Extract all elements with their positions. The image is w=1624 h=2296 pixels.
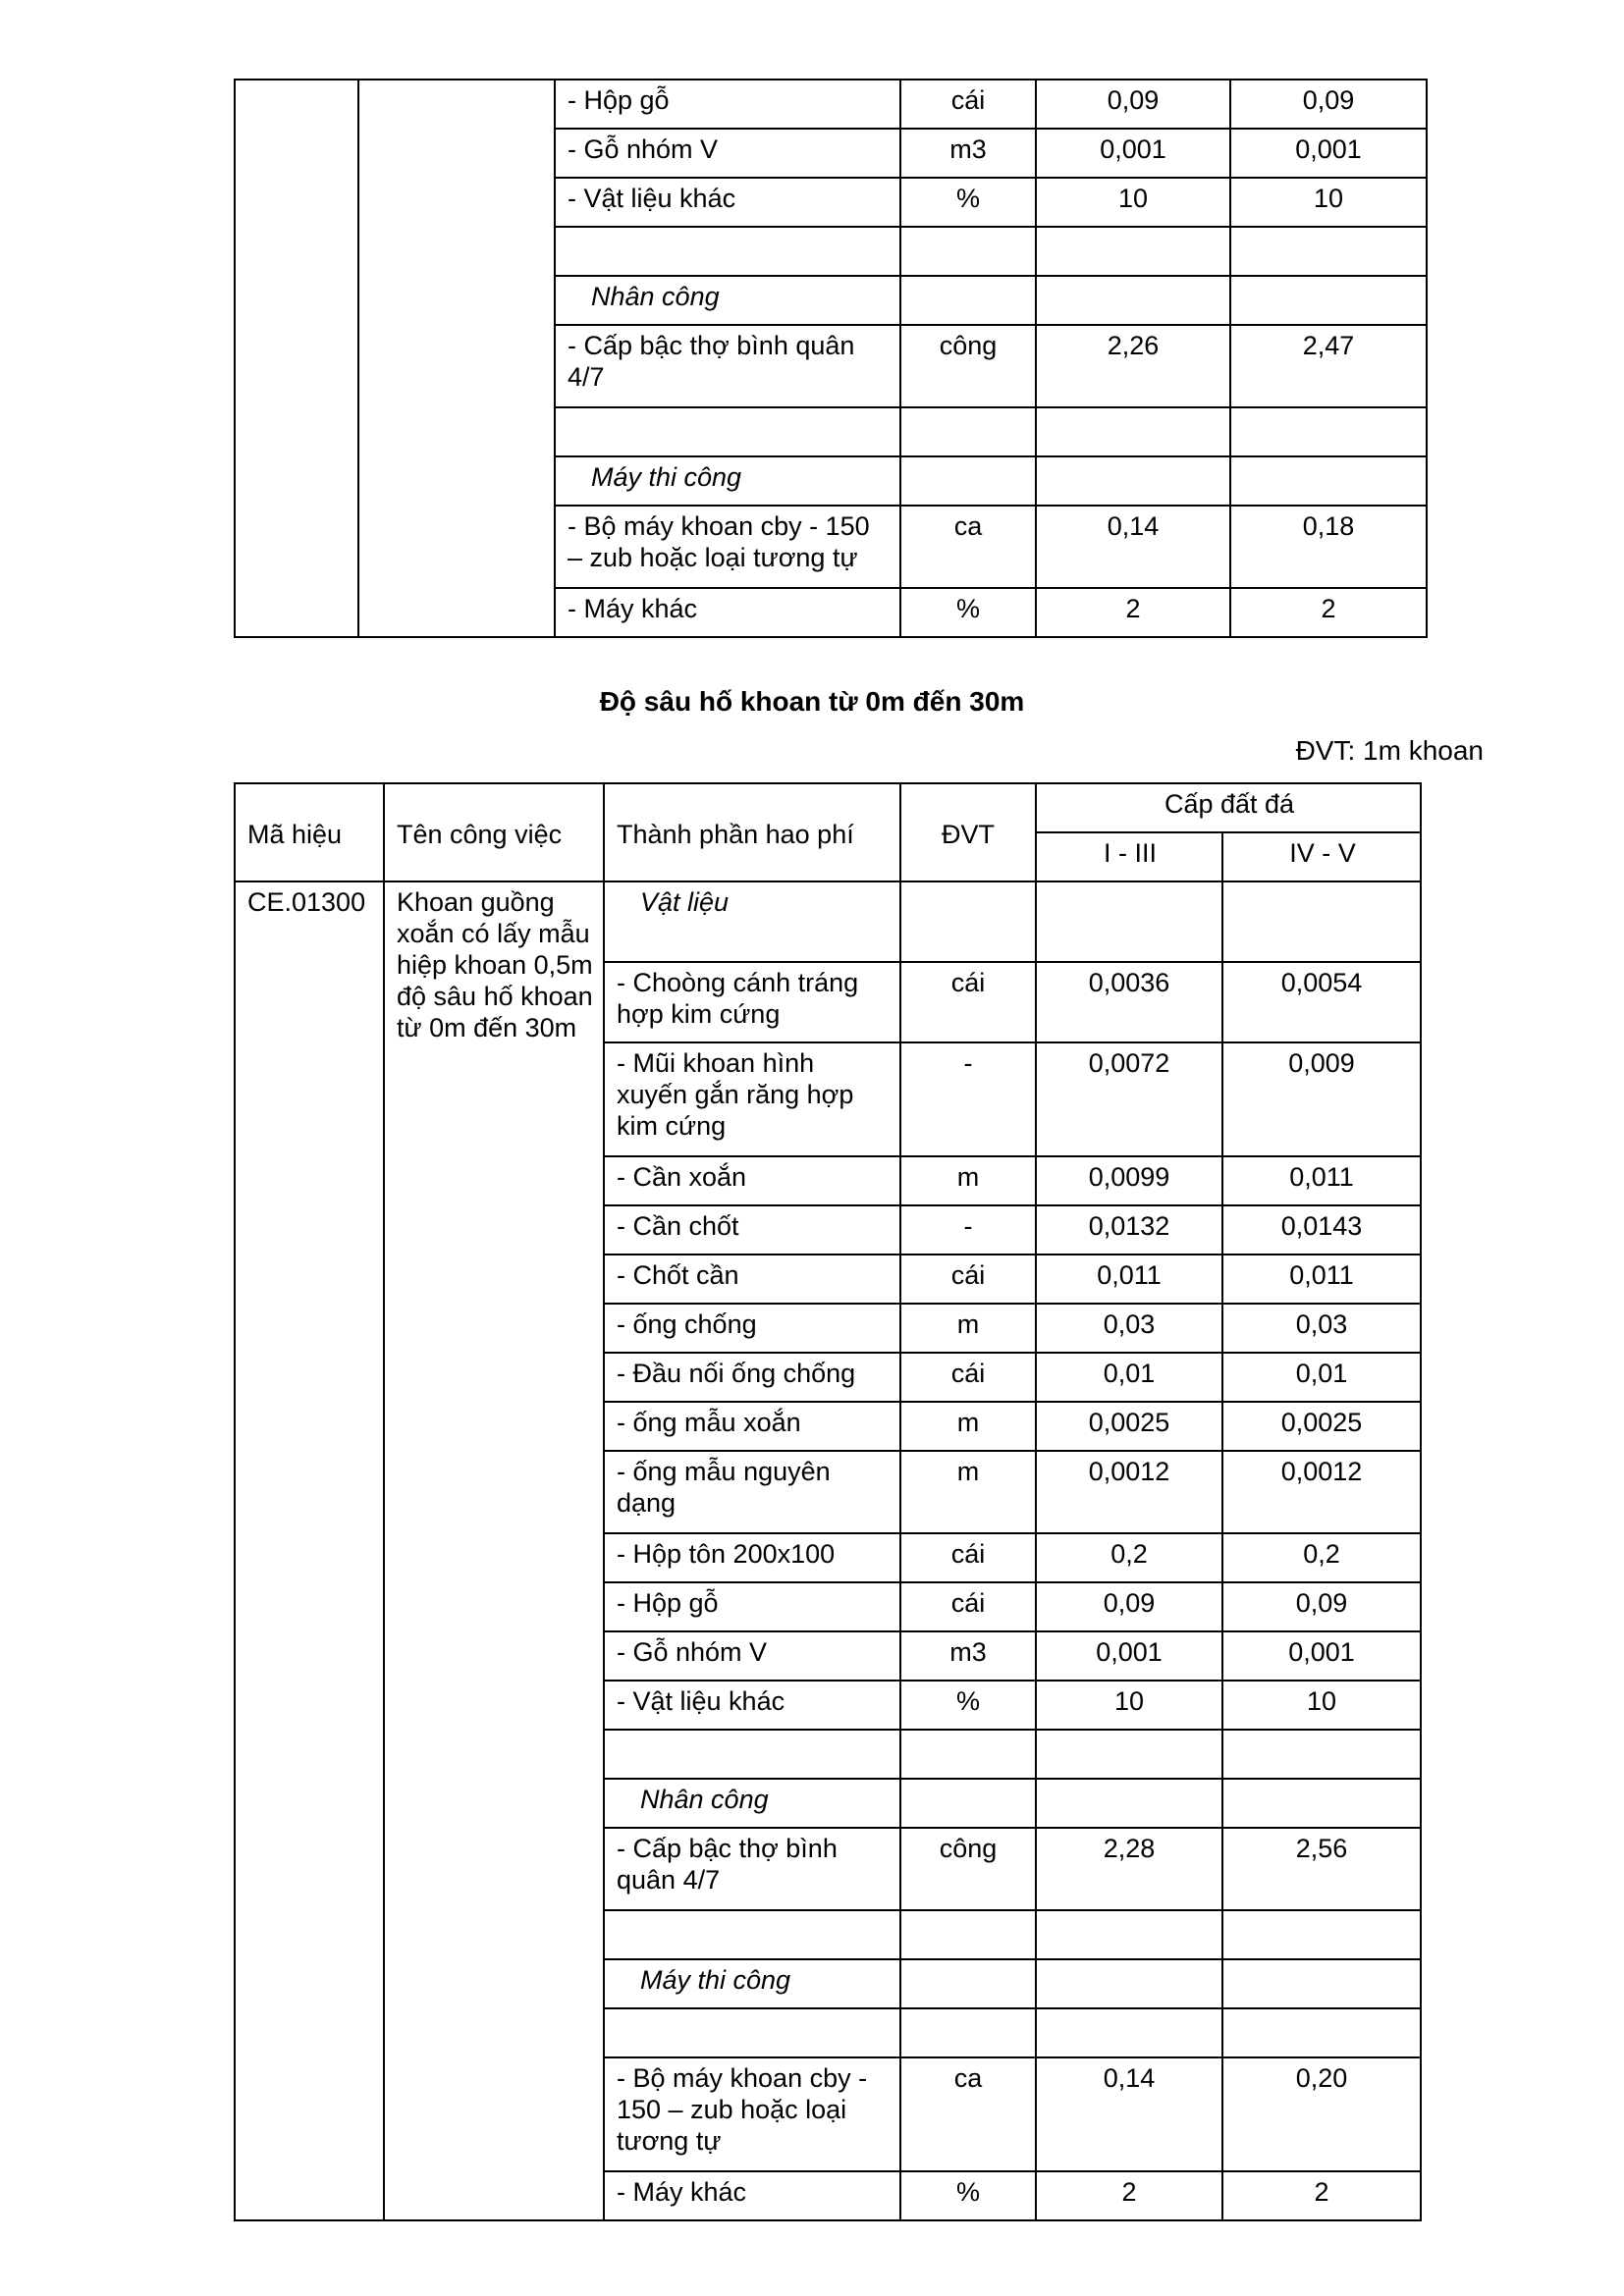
grade-2-value: 0,01 xyxy=(1222,1353,1421,1402)
grade-1-value: 0,0025 xyxy=(1036,1402,1222,1451)
grade-2-value xyxy=(1222,1779,1421,1828)
unit-cell: % xyxy=(900,2171,1036,2220)
component-cell: - Bộ máy khoan cby - 150 – zub hoặc loại tương tự xyxy=(604,2057,900,2171)
unit-cell: - xyxy=(900,1042,1036,1156)
component-cell: - Máy khác xyxy=(555,588,900,637)
component-cell: Nhân công xyxy=(555,276,900,325)
unit-cell: % xyxy=(900,1681,1036,1730)
component-cell: - Cần xoắn xyxy=(604,1156,900,1205)
header-task: Tên công việc xyxy=(384,783,604,881)
component-cell: - ống mẫu xoắn xyxy=(604,1402,900,1451)
unit-cell: m xyxy=(900,1402,1036,1451)
component-cell: - ống chống xyxy=(604,1304,900,1353)
component-cell: - Cấp bậc thợ bình quân 4/7 xyxy=(604,1828,900,1910)
grade-1-value xyxy=(1036,227,1230,276)
unit-cell: cái xyxy=(900,80,1036,129)
unit-cell: cái xyxy=(900,1582,1036,1631)
grade-2-value xyxy=(1230,407,1427,456)
unit-cell xyxy=(900,227,1036,276)
unit-cell: cái xyxy=(900,962,1036,1042)
grade-2-value: 0,011 xyxy=(1222,1255,1421,1304)
grade-1-value: 10 xyxy=(1036,178,1230,227)
component-cell: - Bộ máy khoan cby - 150 – zub hoặc loại tương tự xyxy=(555,506,900,588)
grade-1-value: 2 xyxy=(1036,2171,1222,2220)
header-code: Mã hiệu xyxy=(235,783,384,881)
grade-2-value: 2,47 xyxy=(1230,325,1427,407)
component-cell xyxy=(555,407,900,456)
grade-2-value xyxy=(1230,456,1427,506)
unit-cell xyxy=(900,276,1036,325)
component-cell: Vật liệu xyxy=(604,881,900,962)
component-cell xyxy=(604,1910,900,1959)
unit-note: ĐVT: 1m khoan xyxy=(1295,735,1484,766)
component-cell: - Chốt cần xyxy=(604,1255,900,1304)
grade-1-value: 2,28 xyxy=(1036,1828,1222,1910)
component-cell: - Cấp bậc thợ bình quân 4/7 xyxy=(555,325,900,407)
grade-1-value: 0,14 xyxy=(1036,2057,1222,2171)
task-cell xyxy=(358,80,555,637)
unit-cell: ca xyxy=(900,506,1036,588)
component-cell: - Hộp gỗ xyxy=(555,80,900,129)
grade-1-value: 10 xyxy=(1036,1681,1222,1730)
norm-table xyxy=(234,782,1422,2221)
grade-2-value: 0,001 xyxy=(1230,129,1427,178)
component-cell: - Vật liệu khác xyxy=(604,1681,900,1730)
grade-2-value: 0,0143 xyxy=(1222,1205,1421,1255)
grade-2-value: 2 xyxy=(1230,588,1427,637)
unit-cell: m xyxy=(900,1451,1036,1533)
unit-cell: % xyxy=(900,588,1036,637)
grade-1-value: 0,001 xyxy=(1036,129,1230,178)
grade-2-value: 0,09 xyxy=(1222,1582,1421,1631)
unit-cell: ca xyxy=(900,2057,1036,2171)
component-cell: Nhân công xyxy=(604,1779,900,1828)
component-cell xyxy=(604,2008,900,2057)
component-cell: Máy thi công xyxy=(604,1959,900,2008)
grade-2-value: 0,03 xyxy=(1222,1304,1421,1353)
grade-2-value: 0,20 xyxy=(1222,2057,1421,2171)
component-cell xyxy=(555,227,900,276)
component-cell: Máy thi công xyxy=(555,456,900,506)
unit-cell xyxy=(900,881,1036,962)
table-row xyxy=(235,80,1427,129)
grade-1-value: 0,2 xyxy=(1036,1533,1222,1582)
unit-cell: công xyxy=(900,325,1036,407)
component-cell: - Cần chốt xyxy=(604,1205,900,1255)
grade-2-value: 0,0054 xyxy=(1222,962,1421,1042)
unit-cell: m xyxy=(900,1304,1036,1353)
header-grade-2: IV - V xyxy=(1222,832,1421,881)
grade-1-value xyxy=(1036,407,1230,456)
grade-2-value: 0,09 xyxy=(1230,80,1427,129)
grade-2-value xyxy=(1222,1910,1421,1959)
component-cell: - Choòng cánh tráng hợp kim cứng xyxy=(604,962,900,1042)
unit-cell xyxy=(900,2008,1036,2057)
grade-1-value: 0,0132 xyxy=(1036,1205,1222,1255)
task-cell: Khoan guồng xoắn có lấy mẫu hiệp khoan 0,5m độ sâu hố khoan từ 0m đến 30m xyxy=(384,881,604,2220)
grade-1-value: 0,01 xyxy=(1036,1353,1222,1402)
component-cell: - Gỗ nhóm V xyxy=(604,1631,900,1681)
unit-cell: - xyxy=(900,1205,1036,1255)
grade-2-value: 0,0012 xyxy=(1222,1451,1421,1533)
unit-cell: m xyxy=(900,1156,1036,1205)
unit-cell: công xyxy=(900,1828,1036,1910)
table-row xyxy=(235,881,1421,962)
header-unit: ĐVT xyxy=(900,783,1036,881)
component-cell: - Mũi khoan hình xuyến gắn răng hợp kim cứng xyxy=(604,1042,900,1156)
grade-1-value: 0,14 xyxy=(1036,506,1230,588)
component-cell: - Đầu nối ống chống xyxy=(604,1353,900,1402)
component-cell: - Gỗ nhóm V xyxy=(555,129,900,178)
unit-cell xyxy=(900,1730,1036,1779)
unit-cell: cái xyxy=(900,1353,1036,1402)
code-cell: CE.01300 xyxy=(235,881,384,2220)
grade-1-value xyxy=(1036,2008,1222,2057)
grade-1-value: 2 xyxy=(1036,588,1230,637)
unit-cell xyxy=(900,456,1036,506)
grade-2-value xyxy=(1222,881,1421,962)
grade-2-value: 0,009 xyxy=(1222,1042,1421,1156)
grade-2-value xyxy=(1222,2008,1421,2057)
grade-1-value xyxy=(1036,1779,1222,1828)
grade-2-value: 2 xyxy=(1222,2171,1421,2220)
grade-1-value: 0,09 xyxy=(1036,1582,1222,1631)
unit-cell: cái xyxy=(900,1255,1036,1304)
grade-1-value: 0,001 xyxy=(1036,1631,1222,1681)
header-grade-1: I - III xyxy=(1036,832,1222,881)
grade-2-value xyxy=(1222,1959,1421,2008)
component-cell: - Hộp tôn 200x100 xyxy=(604,1533,900,1582)
grade-1-value xyxy=(1036,1730,1222,1779)
grade-2-value xyxy=(1230,276,1427,325)
code-cell xyxy=(235,80,358,637)
grade-1-value: 2,26 xyxy=(1036,325,1230,407)
grade-2-value: 10 xyxy=(1230,178,1427,227)
header-component: Thành phần hao phí xyxy=(604,783,900,881)
grade-2-value: 0,2 xyxy=(1222,1533,1421,1582)
grade-1-value: 0,011 xyxy=(1036,1255,1222,1304)
component-cell: - Máy khác xyxy=(604,2171,900,2220)
component-cell: - Vật liệu khác xyxy=(555,178,900,227)
unit-cell: cái xyxy=(900,1533,1036,1582)
component-cell: - ống mẫu nguyên dạng xyxy=(604,1451,900,1533)
unit-cell xyxy=(900,1959,1036,2008)
grade-1-value xyxy=(1036,1959,1222,2008)
section-title: Độ sâu hố khoan từ 0m đến 30m xyxy=(599,686,1025,717)
grade-1-value: 0,03 xyxy=(1036,1304,1222,1353)
component-cell: - Hộp gỗ xyxy=(604,1582,900,1631)
unit-cell: m3 xyxy=(900,1631,1036,1681)
unit-cell xyxy=(900,407,1036,456)
unit-cell: m3 xyxy=(900,129,1036,178)
grade-2-value: 2,56 xyxy=(1222,1828,1421,1910)
unit-cell xyxy=(900,1779,1036,1828)
grade-2-value xyxy=(1230,227,1427,276)
grade-2-value: 0,18 xyxy=(1230,506,1427,588)
grade-1-value: 0,09 xyxy=(1036,80,1230,129)
grade-2-value: 0,0025 xyxy=(1222,1402,1421,1451)
unit-cell xyxy=(900,1910,1036,1959)
grade-1-value xyxy=(1036,1910,1222,1959)
unit-cell: % xyxy=(900,178,1036,227)
component-cell xyxy=(604,1730,900,1779)
grade-1-value: 0,0036 xyxy=(1036,962,1222,1042)
grade-2-value: 10 xyxy=(1222,1681,1421,1730)
grade-1-value xyxy=(1036,276,1230,325)
norm-table-continued xyxy=(234,79,1428,638)
grade-1-value: 0,0072 xyxy=(1036,1042,1222,1156)
grade-2-value xyxy=(1222,1730,1421,1779)
grade-2-value: 0,001 xyxy=(1222,1631,1421,1681)
header-grade: Cấp đất đá xyxy=(1036,783,1421,832)
grade-2-value: 0,011 xyxy=(1222,1156,1421,1205)
grade-1-value xyxy=(1036,456,1230,506)
grade-1-value: 0,0099 xyxy=(1036,1156,1222,1205)
grade-1-value xyxy=(1036,881,1222,962)
grade-1-value: 0,0012 xyxy=(1036,1451,1222,1533)
